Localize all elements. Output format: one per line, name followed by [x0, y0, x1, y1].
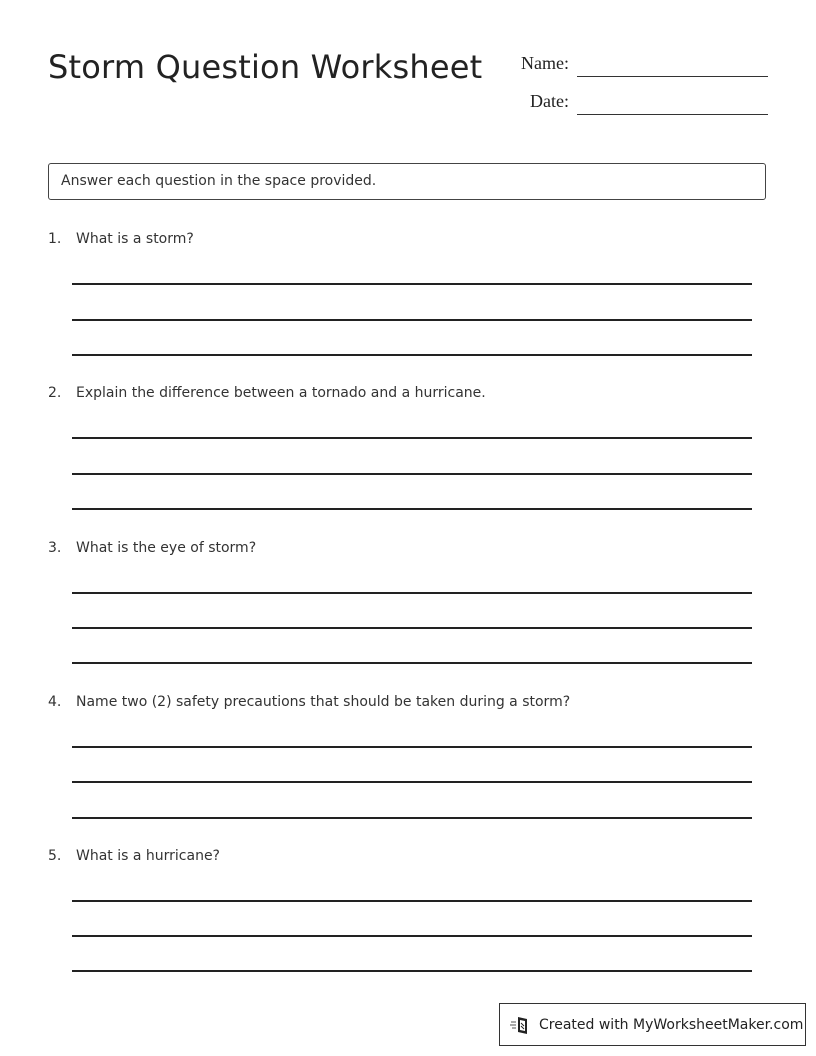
question-text: What is a hurricane? — [76, 848, 220, 864]
answer-line[interactable] — [72, 627, 752, 629]
answer-line[interactable] — [72, 817, 752, 819]
answer-line[interactable] — [72, 473, 752, 475]
question-text: Name two (2) safety precautions that should be taken during a storm? — [76, 694, 571, 710]
answer-line[interactable] — [72, 283, 752, 285]
question-number: 3. — [48, 540, 62, 556]
date-field[interactable] — [577, 114, 768, 115]
answer-line[interactable] — [72, 781, 752, 783]
instructions-text: Answer each question in the space provided. — [61, 173, 377, 189]
question-4 — [48, 694, 570, 710]
footer-text: Created with MyWorksheetMaker.com — [539, 1016, 804, 1033]
page-title: Storm Question Worksheet — [48, 48, 483, 86]
name-label: Name: — [521, 53, 569, 73]
question-2 — [48, 385, 486, 401]
answer-line[interactable] — [72, 592, 752, 594]
answer-line[interactable] — [72, 935, 752, 937]
question-number: 4. — [48, 694, 62, 710]
question-number: 2. — [48, 385, 62, 401]
answer-line[interactable] — [72, 437, 752, 439]
created-with-badge[interactable] — [499, 1003, 806, 1046]
answer-line[interactable] — [72, 970, 752, 972]
worksheet-maker-logo-icon — [510, 1014, 532, 1036]
answer-line[interactable] — [72, 662, 752, 664]
date-label: Date: — [530, 91, 569, 111]
question-text: What is the eye of storm? — [76, 540, 257, 556]
question-5 — [48, 848, 220, 864]
answer-line[interactable] — [72, 319, 752, 321]
question-3 — [48, 540, 256, 556]
question-number: 5. — [48, 848, 62, 864]
answer-line[interactable] — [72, 900, 752, 902]
question-text: What is a storm? — [76, 231, 194, 247]
instructions-box — [48, 163, 766, 200]
name-field[interactable] — [577, 76, 768, 77]
answer-line[interactable] — [72, 508, 752, 510]
question-1 — [48, 231, 194, 247]
question-number: 1. — [48, 231, 62, 247]
question-text: Explain the difference between a tornado and a hurricane. — [76, 385, 486, 401]
answer-line[interactable] — [72, 746, 752, 748]
answer-line[interactable] — [72, 354, 752, 356]
